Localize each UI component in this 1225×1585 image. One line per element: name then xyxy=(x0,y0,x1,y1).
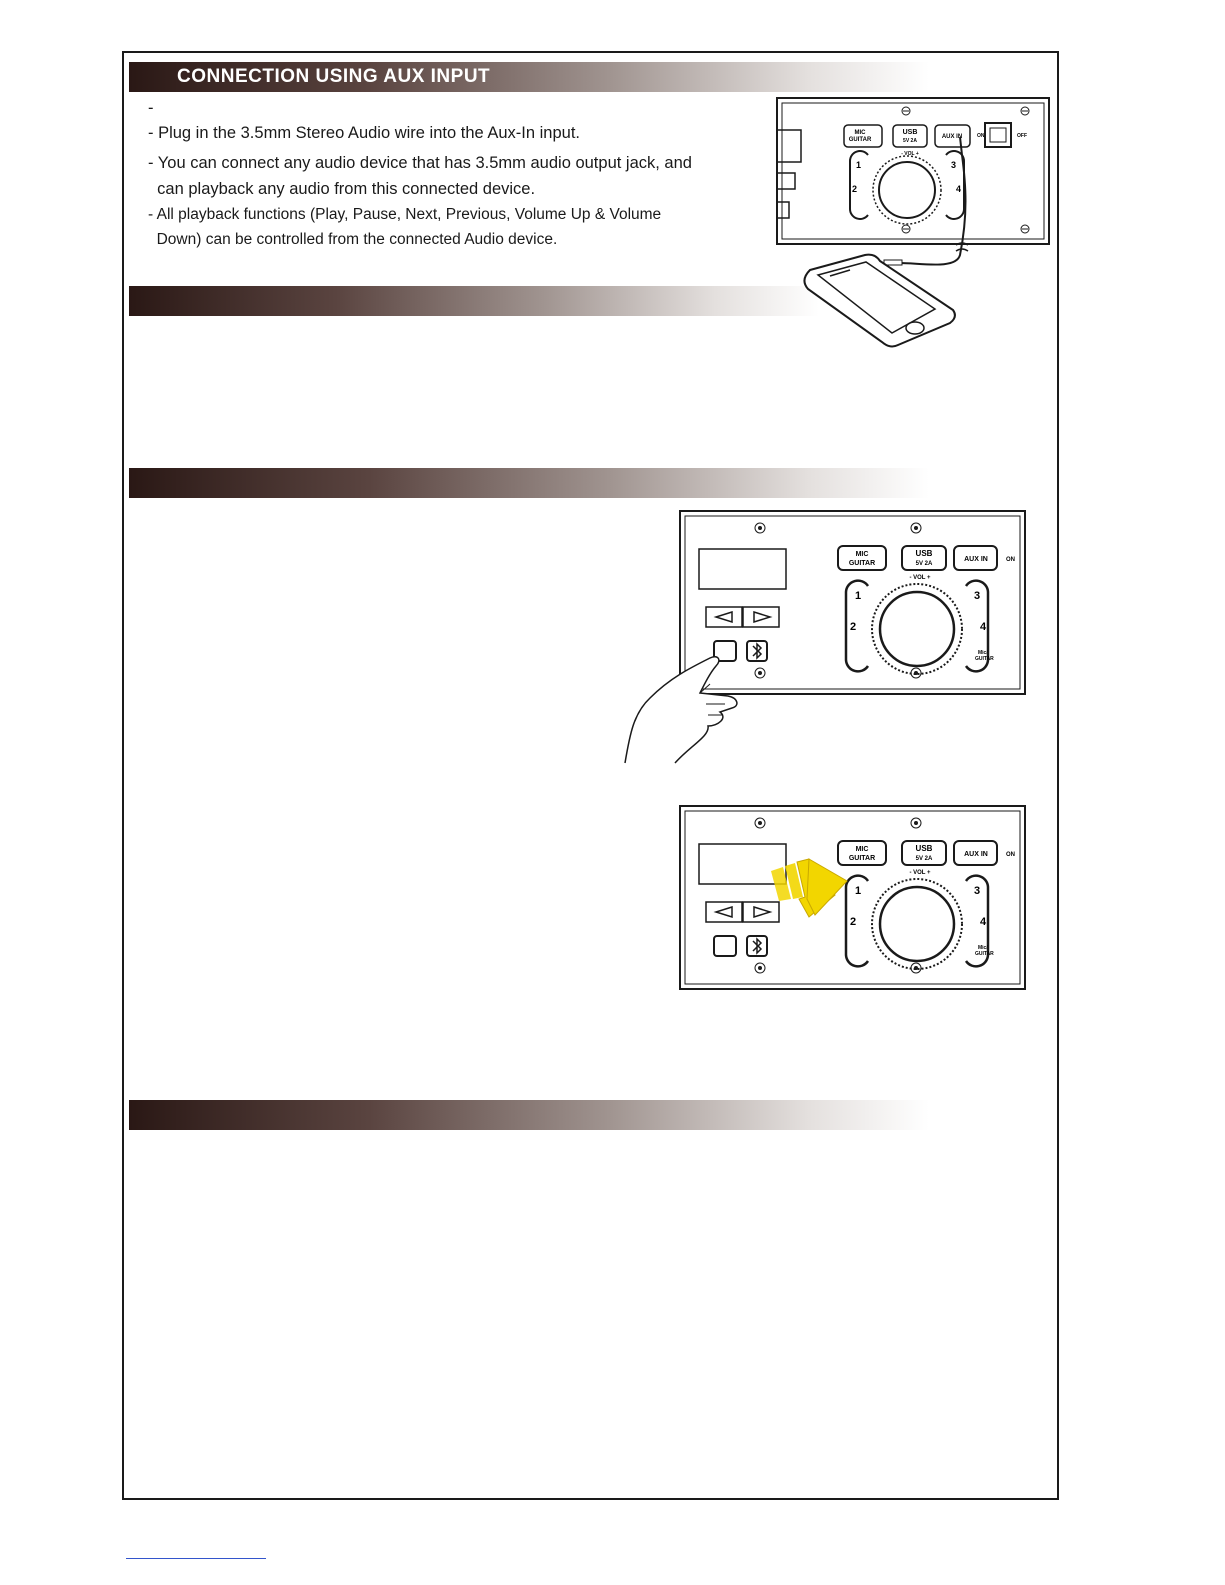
label-mic-guitar-small-1: Mic/ xyxy=(978,945,988,951)
button-3-label: 3 xyxy=(974,590,981,602)
label-usb: USB xyxy=(902,129,918,136)
label-aux-in: AUX IN xyxy=(941,134,963,140)
mode-button-illustration xyxy=(610,508,1030,770)
label-vol: - VOL + xyxy=(909,575,931,581)
label-usb: USB xyxy=(915,549,933,558)
label-vol: - VOL + xyxy=(909,870,931,876)
label-guitar: GUITAR xyxy=(848,560,876,567)
label-aux-in: AUX IN xyxy=(964,851,988,858)
bullet-5: Down) can be controlled from the connected Audio device. xyxy=(148,231,558,248)
label-on: ON xyxy=(1006,852,1015,858)
section-bar-2 xyxy=(129,286,819,316)
button-1-label: 1 xyxy=(856,160,862,170)
label-mic: MIC xyxy=(855,551,869,558)
label-guitar: GUITAR xyxy=(848,137,872,143)
section-bar-4 xyxy=(129,1100,929,1130)
label-mic-guitar-small-1: Mic/ xyxy=(978,650,988,656)
bullet-3: can playback any audio from this connected device. xyxy=(148,180,536,198)
button-3-label: 3 xyxy=(951,160,957,170)
button-2-label: 2 xyxy=(850,916,857,928)
bullet-4: - All playback functions (Play, Pause, Next, Previous, Volume Up & Volume xyxy=(148,206,662,223)
aux-connection-illustration xyxy=(770,95,1055,355)
label-mic: MIC xyxy=(854,130,866,136)
button-3-label: 3 xyxy=(974,885,981,897)
bullet-2: - You can connect any audio device that has 3.5mm audio output jack, and xyxy=(148,154,692,172)
volume-knob-illustration xyxy=(675,803,1030,993)
smartphone-icon xyxy=(804,255,954,347)
label-aux-in: AUX IN xyxy=(964,556,988,563)
label-on: ON xyxy=(1006,557,1015,563)
label-usb: USB xyxy=(915,844,933,853)
button-2-label: 2 xyxy=(850,621,857,633)
label-vol: - VOL + xyxy=(901,151,919,157)
label-guitar: GUITAR xyxy=(848,855,876,862)
button-4-label: 4 xyxy=(956,184,962,194)
section-title-aux: CONNECTION USING AUX INPUT xyxy=(177,66,491,87)
button-4-label: 4 xyxy=(980,916,987,928)
footer-link-underline xyxy=(126,1558,266,1559)
section-bar-aux xyxy=(129,62,929,92)
label-mic-guitar-small-2: GUITAR xyxy=(975,951,994,957)
bullet-1: - Plug in the 3.5mm Stereo Audio wire into the Aux-In input. xyxy=(148,124,580,142)
button-1-label: 1 xyxy=(855,885,862,897)
label-usb-power: 5V 2A xyxy=(915,856,933,862)
label-off: OFF xyxy=(1017,133,1027,139)
button-2-label: 2 xyxy=(852,184,858,194)
label-usb-power: 5V 2A xyxy=(915,561,933,567)
button-4-label: 4 xyxy=(980,621,987,633)
bullet-0: - xyxy=(148,99,154,117)
label-on: ON xyxy=(977,133,985,139)
label-mic-guitar-small-2: GUITAR xyxy=(975,656,994,662)
button-1-label: 1 xyxy=(855,590,862,602)
label-usb-power: 5V 2A xyxy=(903,138,917,144)
label-mic: MIC xyxy=(855,846,869,853)
section-bar-3 xyxy=(129,468,929,498)
